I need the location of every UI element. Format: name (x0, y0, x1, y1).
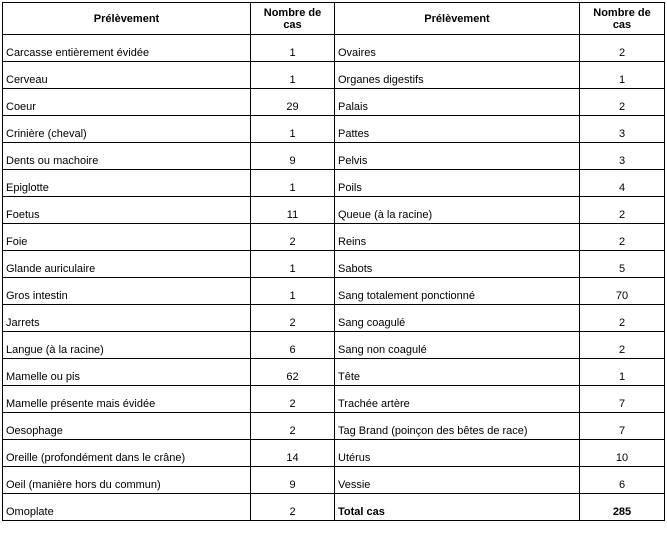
cell-right-name: Poils (335, 170, 580, 197)
table-row (3, 35, 665, 62)
cell-left-count: 2 (251, 494, 335, 521)
cell-left-name: Cerveau (3, 62, 251, 89)
cell-left-name: Epiglotte (3, 170, 251, 197)
total-value: 285 (580, 494, 665, 521)
cell-left-name: Glande auriculaire (3, 251, 251, 278)
cell-right-name: Ovaires (335, 35, 580, 62)
cell-right-count: 6 (580, 467, 665, 494)
cell-right-count: 70 (580, 278, 665, 305)
cell-left-count: 2 (251, 305, 335, 332)
cell-left-name: Foie (3, 224, 251, 251)
cell-left-count: 6 (251, 332, 335, 359)
cell-right-count: 2 (580, 89, 665, 116)
cell-left-count: 9 (251, 143, 335, 170)
cell-right-count: 2 (580, 305, 665, 332)
header-prelevement-right: Prélèvement (335, 3, 580, 35)
cell-left-name: Mamelle ou pis (3, 359, 251, 386)
cell-right-name: Utérus (335, 440, 580, 467)
table-container (2, 2, 665, 521)
table-row (3, 116, 665, 143)
cell-right-count: 5 (580, 251, 665, 278)
cell-left-count: 9 (251, 467, 335, 494)
cell-right-name: Sang non coagulé (335, 332, 580, 359)
cell-right-name: Reins (335, 224, 580, 251)
table-row (3, 197, 665, 224)
cell-left-count: 1 (251, 251, 335, 278)
table-row (3, 359, 665, 386)
cell-left-count: 1 (251, 62, 335, 89)
table-row (3, 440, 665, 467)
cell-left-name: Dents ou machoire (3, 143, 251, 170)
cell-right-count: 4 (580, 170, 665, 197)
cell-left-count: 1 (251, 278, 335, 305)
prelevement-table (2, 2, 665, 521)
cell-left-name: Mamelle présente mais évidée (3, 386, 251, 413)
last-row (3, 494, 665, 521)
cell-right-name: Sang totalement ponctionné (335, 278, 580, 305)
table-row (3, 89, 665, 116)
cell-right-count: 2 (580, 35, 665, 62)
cell-left-name: Langue (à la racine) (3, 332, 251, 359)
table-row (3, 332, 665, 359)
table-row (3, 224, 665, 251)
cell-right-name: Tête (335, 359, 580, 386)
cell-right-name: Palais (335, 89, 580, 116)
cell-right-name: Queue (à la racine) (335, 197, 580, 224)
cell-right-count: 1 (580, 359, 665, 386)
cell-left-count: 29 (251, 89, 335, 116)
cell-left-count: 14 (251, 440, 335, 467)
cell-right-count: 3 (580, 143, 665, 170)
table-body (3, 35, 665, 521)
cell-right-name: Vessie (335, 467, 580, 494)
cell-right-name: Pattes (335, 116, 580, 143)
table-row (3, 170, 665, 197)
header-nombre-cas-left-text: Nombre de cas (263, 6, 322, 31)
cell-left-name: Oesophage (3, 413, 251, 440)
cell-right-count: 3 (580, 116, 665, 143)
cell-right-count: 7 (580, 413, 665, 440)
cell-left-count: 1 (251, 35, 335, 62)
cell-right-count: 2 (580, 197, 665, 224)
cell-right-count: 2 (580, 332, 665, 359)
cell-right-name: Pelvis (335, 143, 580, 170)
cell-left-count: 2 (251, 413, 335, 440)
table-row (3, 143, 665, 170)
cell-right-count: 2 (580, 224, 665, 251)
cell-right-count: 7 (580, 386, 665, 413)
cell-right-count: 1 (580, 62, 665, 89)
cell-left-count: 1 (251, 116, 335, 143)
cell-left-count: 1 (251, 170, 335, 197)
cell-right-name: Tag Brand (poinçon des bêtes de race) (335, 413, 580, 440)
cell-left-name: Foetus (3, 197, 251, 224)
table-row (3, 386, 665, 413)
cell-left-count: 2 (251, 224, 335, 251)
header-row (3, 3, 665, 35)
table-row (3, 413, 665, 440)
header-nombre-cas-right-text: Nombre de cas (593, 6, 651, 31)
cell-left-count: 2 (251, 386, 335, 413)
table-row (3, 251, 665, 278)
header-prelevement-left: Prélèvement (3, 3, 251, 35)
cell-left-name: Crinière (cheval) (3, 116, 251, 143)
cell-right-count: 10 (580, 440, 665, 467)
total-label: Total cas (335, 494, 580, 521)
cell-left-name: Oeil (manière hors du commun) (3, 467, 251, 494)
cell-left-name: Oreille (profondément dans le crâne) (3, 440, 251, 467)
header-nombre-cas-right (580, 3, 665, 35)
table-row (3, 62, 665, 89)
table-row (3, 305, 665, 332)
table-row (3, 278, 665, 305)
cell-left-count: 62 (251, 359, 335, 386)
cell-left-name: Coeur (3, 89, 251, 116)
table-row (3, 467, 665, 494)
cell-left-name: Jarrets (3, 305, 251, 332)
cell-left-count: 11 (251, 197, 335, 224)
cell-left-name: Gros intestin (3, 278, 251, 305)
cell-right-name: Sang coagulé (335, 305, 580, 332)
cell-left-name: Carcasse entièrement évidée (3, 35, 251, 62)
cell-left-name: Omoplate (3, 494, 251, 521)
cell-right-name: Trachée artère (335, 386, 580, 413)
cell-right-name: Organes digestifs (335, 62, 580, 89)
cell-right-name: Sabots (335, 251, 580, 278)
header-nombre-cas-left (251, 3, 335, 35)
